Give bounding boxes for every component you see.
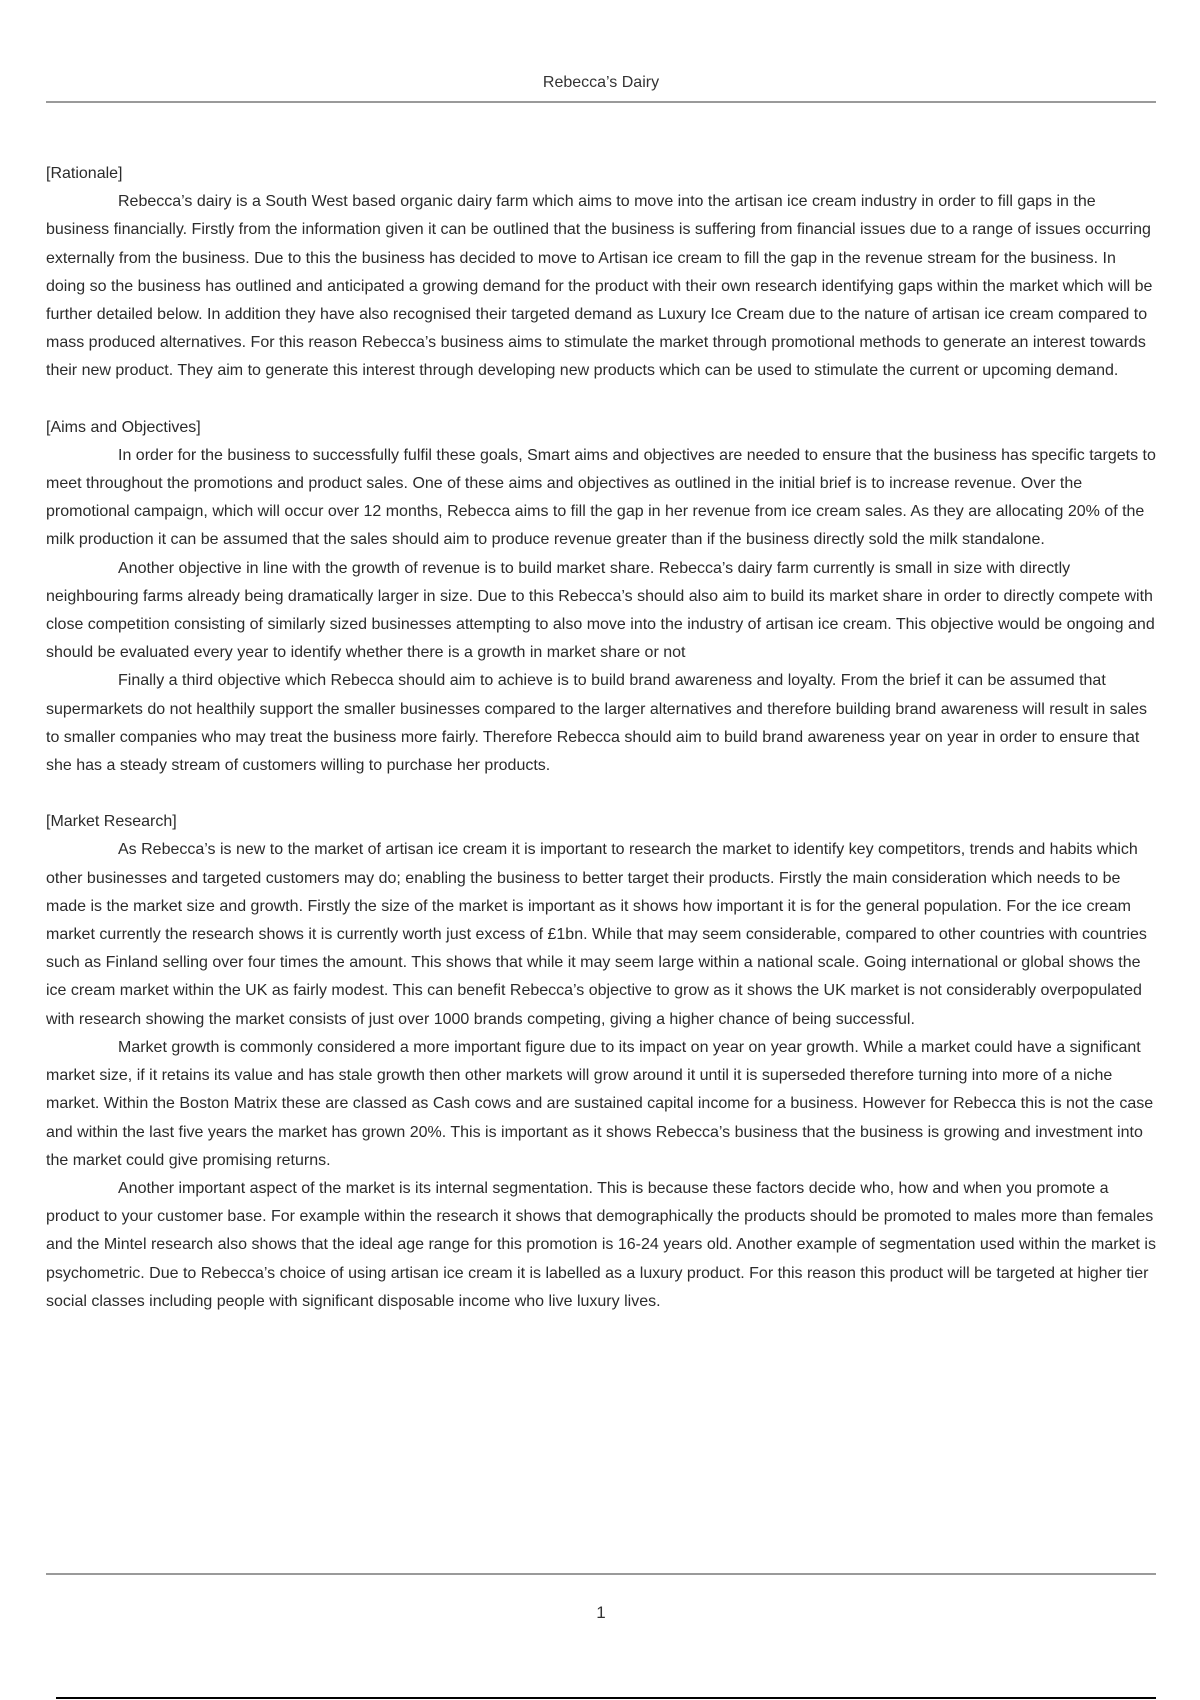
aims-paragraph: Finally a third objective which Rebecca should aim to achieve is to build brand awareness and loyalty. From the brief it can be assumed that supermarkets do not healthily support the smaller businesses compared to the larger alternatives and therefore building brand awareness will result in sales to smaller companies who may treat the business more fairly. Therefore Rebecca should aim to build brand awareness year on year in order to ensure that she has a steady stream of customers willing to purchase her products. — [46, 672, 1148, 775]
aims-paragraph: Another objective in line with the growth of revenue is to build market share. Rebecca’s dairy farm currently is small in size with directly neighbouring farms already being dramatically larger in size. Due to this Rebecca’s should also aim to build its market share in order to directly compete with close competition consisting of similarly sized businesses attempting to also move into the industry of artisan ice cream. This objective would be ongoing and should be evaluated every year to identify whether there is a growth in market share or not — [46, 559, 1155, 662]
aims-paragraph: In order for the business to successfully fulfil these goals, Smart aims and objectives are needed to ensure that the business has specific targets to meet throughout the promotions and product sales. One of these aims and objectives as outlined in the initial brief is to increase revenue. Over the promotional campaign, which will occur over 12 months, Rebecca aims to fill the gap in her revenue from ice cream sales. As they are allocating 20% of the milk production it can be assumed that the sales should aim to produce revenue greater than if the business directly sold the milk standalone. — [46, 446, 1156, 549]
rationale-heading: [Rationale] — [46, 165, 123, 182]
rationale-paragraph: Rebecca’s dairy is a South West based organic dairy farm which aims to move into the artisan ice cream industry in order to fill gaps in the business financially. Firstly from the information given it can be outlined that the business is suffering from financial issues due to a range of issues occurring externally from the business. Due to this the business has decided to move to Artisan ice cream to fill the gap in the revenue stream for the business. In doing so the business has outlined and anticipated a growing demand for the product with their own research identifying gaps within the market which will be further detailed below. In addition they have also recognised their targeted demand as Luxury Ice Cream due to the nature of artisan ice cream compared to mass produced alternatives. For this reason Rebecca’s business aims to stimulate the market through promotional methods to generate an interest towards their new product. They aim to generate this interest through developing new products which can be used to stimulate the current or upcoming demand. — [46, 193, 1153, 380]
market-research-paragraph: Another important aspect of the market is its internal segmentation. This is because these factors decide who, how and when you promote a product to your customer base. For example within the research it shows that demographically the products should be promoted to males more than females and the Mintel research also shows that the ideal age range for this promotion is 16-24 years old. Another example of segmentation used within the market is psychometric. Due to Rebecca’s choice of using artisan ice cream it is labelled as a luxury product. For this reason this product will be targeted at higher tier social classes including people with significant disposable income who live luxury lives. — [46, 1179, 1156, 1310]
market-research-paragraph: As Rebecca’s is new to the market of artisan ice cream it is important to research the market to identify key competitors, trends and habits which other businesses and targeted customers may do; enabling the business to better target their products. Firstly the main consideration which needs to be made is the market size and growth. Firstly the size of the market is important as it shows how important it is for the general population. For the ice cream market currently the research shows it is currently worth just excess of £1bn. While that may seem considerable, compared to other countries with countries such as Finland selling over four times the amount. This shows that while it may seem large within a national scale. Going international or global shows the ice cream market within the UK as fairly modest. This can benefit Rebecca’s objective to grow as it shows the UK market is not considerably overpopulated with research showing the market consists of just over 1000 brands competing, giving a higher chance of being successful. — [46, 841, 1147, 1028]
market-research-heading: [Market Research] — [46, 813, 177, 831]
section-spacer — [46, 386, 1156, 414]
footer-divider — [46, 1573, 1156, 1575]
document-body — [46, 160, 1156, 1316]
page-number: 1 — [596, 1603, 606, 1622]
market-research-paragraph: Market growth is commonly considered a more important figure due to its impact on year on year growth. While a market could have a significant market size, if it retains its value and has stale growth then other markets will grow around it until it is superseded therefore turning into more of a niche market. Within the Boston Matrix these are classed as Cash cows and are sustained capital income for a business. However for Rebecca this is not the case and within the last five years the market has grown 20%. This is important as it shows Rebecca’s business that the business is growing and investment into the market could give promising returns. — [46, 1038, 1154, 1169]
aims-heading: [Aims and Objectives] — [46, 418, 201, 436]
page-bottom-edge — [56, 1697, 1156, 1699]
header-divider — [46, 101, 1156, 103]
page-header-title: Rebecca’s Dairy — [542, 74, 660, 91]
section-spacer — [46, 780, 1156, 808]
